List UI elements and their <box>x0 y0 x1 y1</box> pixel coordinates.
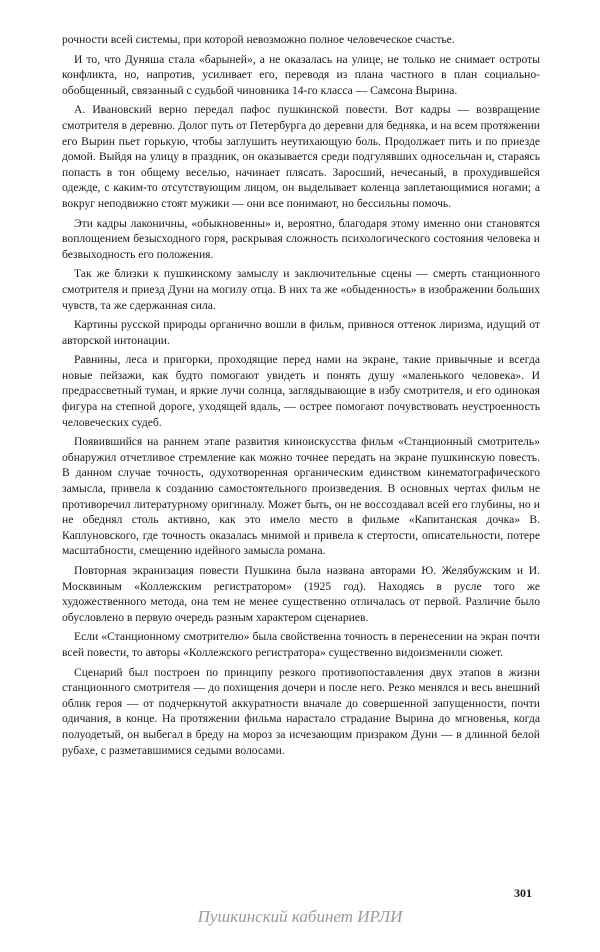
page-number: 301 <box>514 886 532 900</box>
paragraph: Эти кадры лаконичны, «обыкновенны» и, вероятно, благодаря этому именно они становятся воплощением безысходного горя, раскрывая сложность психологического состояния человека и безвыходность его положения. <box>62 216 540 261</box>
paragraph: Равнины, леса и пригорки, проходящие перед нами на экране, такие привычные и всегда новые пейзажи, как будто помогают увидеть и понять душу «маленького человека». И предрассветный туман, и яркие лучи солнца, заглядывающие в избу смотрителя, и его одинокая фигура на степной дороге, уходящей вдаль, — острее помогают почувствовать неустроенность человеческих судеб. <box>62 353 540 429</box>
paragraph: рочности всей системы, при которой невозможно полное человеческое счастье. <box>62 33 455 46</box>
paragraph: Картины русской природы органично вошли в фильм, привнося оттенок лиризма, идущий от авторской интонации. <box>62 318 540 347</box>
paragraph: Появившийся на раннем этапе развития киноискусства фильм «Станционный смотритель» обнаружил отчетливое стремление как можно точнее передать на экране пушкинскую повесть. В данном случае точность, одухотворенная органическим единством кинематографического замысла, привела к созданию самостоятельного произведения. В основных чертах фильм не противоречил литературному оригиналу. Может быть, он не воссоздавал всей его глубины, но и не обеднял столь активно, как это имело место в фильме «Капитанская дочка» В. Каплуновского, где точность оказалась мнимой и привела к стертости, описательности, потере масштабности, смещению идейного замысла романа. <box>62 435 540 558</box>
footer-watermark: Пушкинский кабинет ИРЛИ <box>197 907 403 926</box>
paragraph: И то, что Дуняша стала «барыней», а не оказалась на улице, не только не снимает остроты конфликта, но, напротив, усиливает его, переводя из плана частного в план социально-обобщенный, связанный с судьбой чиновника 14-го класса — Самсона Вырина. <box>62 52 540 97</box>
page-body <box>62 32 540 762</box>
paragraph: Если «Станционному смотрителю» была свойственна точность в перенесении на экран почти всей повести, то авторы «Коллежского регистратора» существенно видоизменили сюжет. <box>62 630 540 659</box>
paragraph: Сценарий был построен по принципу резкого противопоставления двух этапов в жизни станционного смотрителя — до похищения дочери и после него. Резко менялся и весь внешний облик героя — от подчеркнутой аккуратности вначале до совершенной запущенности, почти одичания, в конце. На протяжении фильма нарастало страдание Вырина до мгновенья, когда полуодетый, он выбегал в бреду на мороз за исчезающим призраком Дуни — в длинной белой рубахе, с разметавшимися седыми волосами. <box>62 665 540 757</box>
paragraph: А. Ивановский верно передал пафос пушкинской повести. Вот кадры — возвращение смотрителя в деревню. Долог путь от Петербурга до деревни для бедняка, и на всем протяжении его Вырин пьет горькую, чтобы заглушить неутихающую боль. Продолжает пить и по приезде домой. Выйдя на улицу в праздник, он оказывается среди подгулявших односельчан и, стараясь попасть в тон общему веселью, начинает плясать. Заросший, нечесаный, в прохудившейся одежде, с каким-то отсутствующим лицом, он выделывает коленца заплетающимися ногами; а вокруг неподвижно стоят мужики — они все понимают, но бессильны помочь. <box>62 103 540 210</box>
paragraph: Повторная экранизация повести Пушкина была названа авторами Ю. Желябужским и И. Москвиным «Коллежским регистратором» (1925 год). Находясь в русле того же художественного метода, она тем не менее существенно отличалась от первой. Различие было обусловлено в первую очередь разным характером сценариев. <box>62 564 540 624</box>
paragraph: Так же близки к пушкинскому замыслу и заключительные сцены — смерть станционного смотрителя и приезд Дуни на могилу отца. В них та же «обыденность» в изображении больших чувств, та же сдержанная сила. <box>62 267 540 312</box>
